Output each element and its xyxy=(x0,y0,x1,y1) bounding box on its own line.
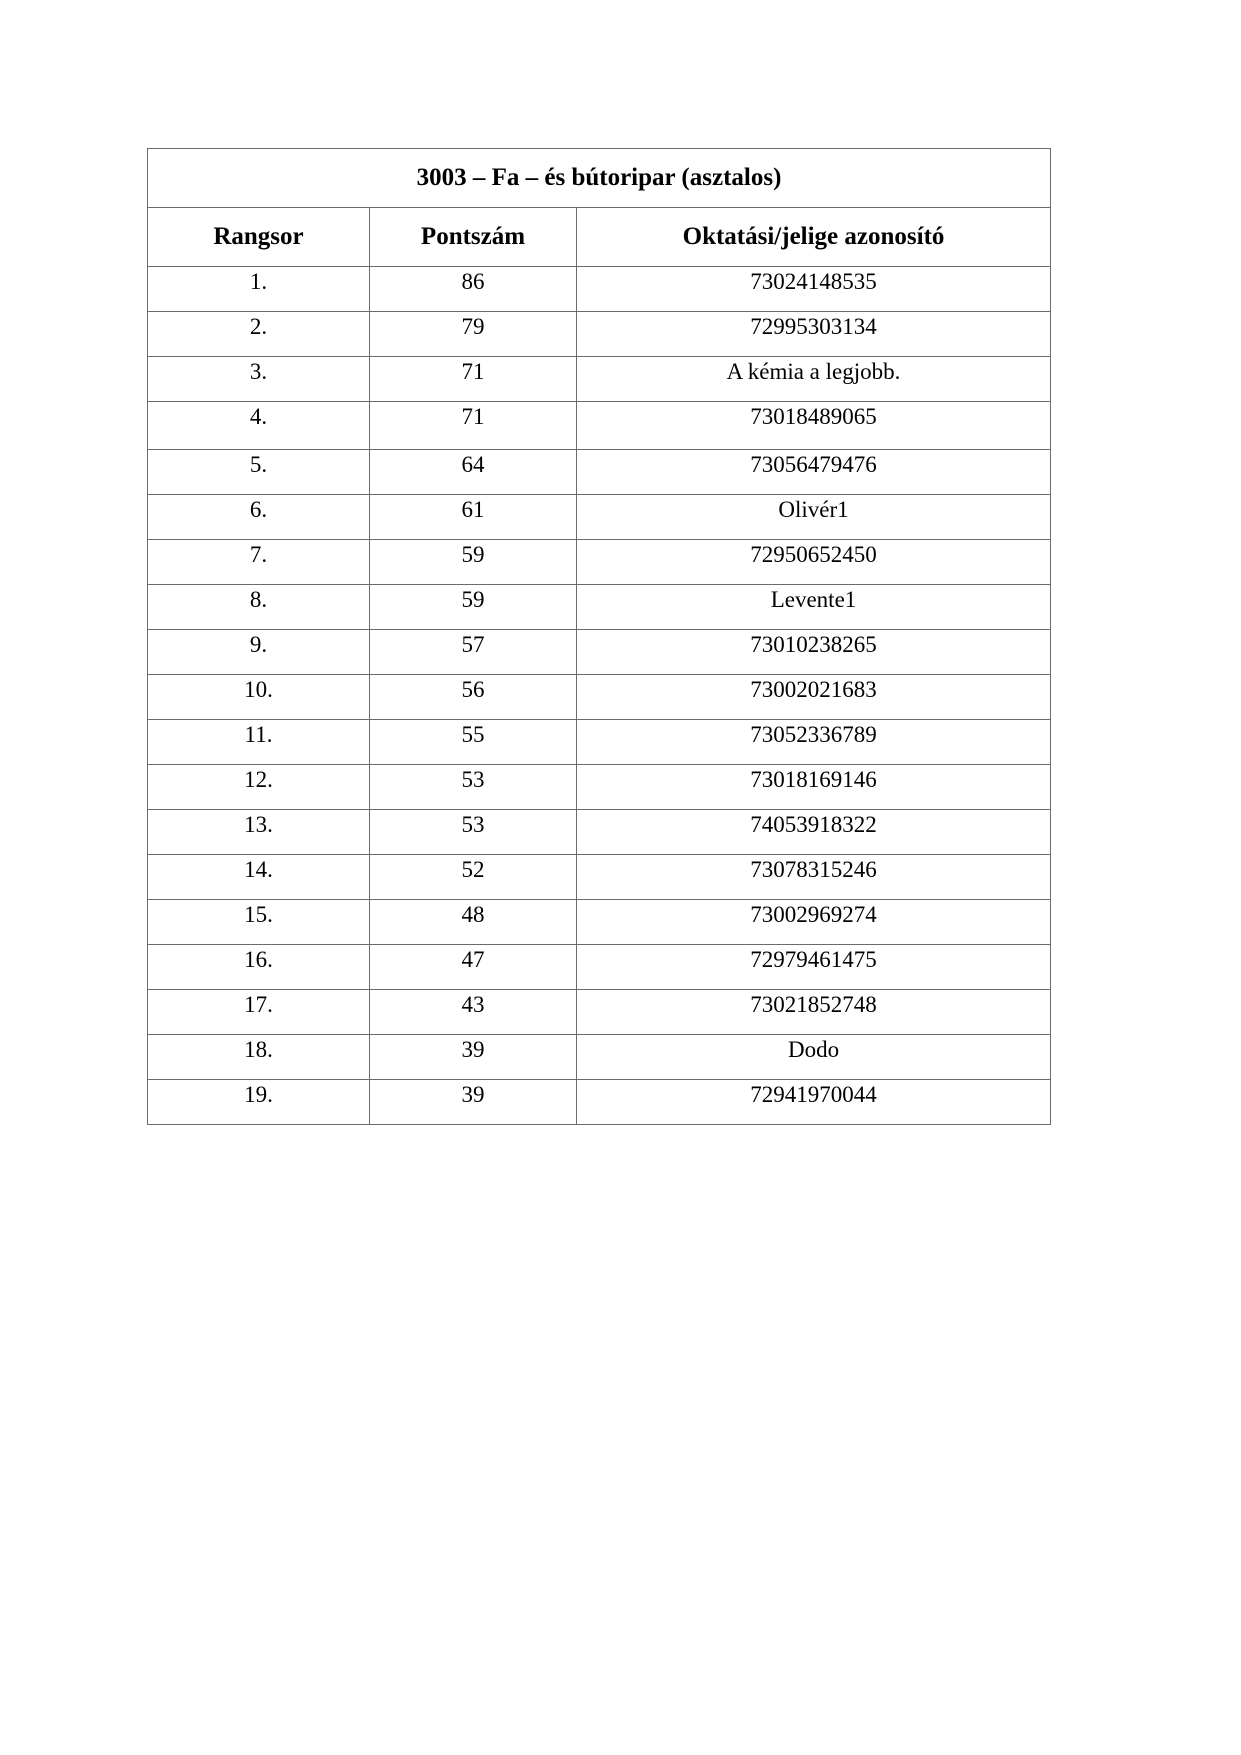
table-row xyxy=(148,810,1051,855)
table-row xyxy=(148,765,1051,810)
rank-cell: 18. xyxy=(148,1035,370,1080)
table-row xyxy=(148,495,1051,540)
ranking-table xyxy=(147,148,1051,1125)
identifier-cell: 72950652450 xyxy=(577,540,1051,585)
identifier-cell: 72979461475 xyxy=(577,945,1051,990)
identifier-cell: 72995303134 xyxy=(577,312,1051,357)
rank-cell: 15. xyxy=(148,900,370,945)
score-cell: 71 xyxy=(370,357,577,402)
score-cell: 55 xyxy=(370,720,577,765)
score-cell: 52 xyxy=(370,855,577,900)
rank-cell: 17. xyxy=(148,990,370,1035)
identifier-cell: 73010238265 xyxy=(577,630,1051,675)
rank-cell: 11. xyxy=(148,720,370,765)
table-row xyxy=(148,720,1051,765)
score-cell: 59 xyxy=(370,540,577,585)
rank-cell: 13. xyxy=(148,810,370,855)
identifier-cell: 73052336789 xyxy=(577,720,1051,765)
rank-cell: 9. xyxy=(148,630,370,675)
rank-cell: 6. xyxy=(148,495,370,540)
rank-cell: 19. xyxy=(148,1080,370,1125)
column-header-score: Pontszám xyxy=(370,208,577,267)
table-row xyxy=(148,1035,1051,1080)
identifier-cell: 73078315246 xyxy=(577,855,1051,900)
score-cell: 59 xyxy=(370,585,577,630)
rank-cell: 2. xyxy=(148,312,370,357)
identifier-cell: 73018489065 xyxy=(577,402,1051,450)
identifier-cell: 73002021683 xyxy=(577,675,1051,720)
table-row xyxy=(148,1080,1051,1125)
table-header-row xyxy=(148,208,1051,267)
rank-cell: 16. xyxy=(148,945,370,990)
table-title-row xyxy=(148,149,1051,208)
score-cell: 61 xyxy=(370,495,577,540)
identifier-cell: Dodo xyxy=(577,1035,1051,1080)
table-row xyxy=(148,675,1051,720)
identifier-cell: 74053918322 xyxy=(577,810,1051,855)
score-cell: 71 xyxy=(370,402,577,450)
identifier-cell: 73021852748 xyxy=(577,990,1051,1035)
identifier-cell: A kémia a legjobb. xyxy=(577,357,1051,402)
score-cell: 57 xyxy=(370,630,577,675)
rank-cell: 10. xyxy=(148,675,370,720)
table-row xyxy=(148,357,1051,402)
score-cell: 53 xyxy=(370,765,577,810)
table-row xyxy=(148,585,1051,630)
table-row xyxy=(148,990,1051,1035)
identifier-cell: Olivér1 xyxy=(577,495,1051,540)
table-row xyxy=(148,900,1051,945)
score-cell: 53 xyxy=(370,810,577,855)
score-cell: 56 xyxy=(370,675,577,720)
table-row xyxy=(148,630,1051,675)
rank-cell: 8. xyxy=(148,585,370,630)
score-cell: 47 xyxy=(370,945,577,990)
table-row xyxy=(148,267,1051,312)
identifier-cell: 73002969274 xyxy=(577,900,1051,945)
rank-cell: 3. xyxy=(148,357,370,402)
score-cell: 64 xyxy=(370,450,577,495)
rank-cell: 4. xyxy=(148,402,370,450)
column-header-rank: Rangsor xyxy=(148,208,370,267)
identifier-cell: 73056479476 xyxy=(577,450,1051,495)
score-cell: 48 xyxy=(370,900,577,945)
table-row xyxy=(148,945,1051,990)
score-cell: 39 xyxy=(370,1080,577,1125)
score-cell: 43 xyxy=(370,990,577,1035)
rank-cell: 14. xyxy=(148,855,370,900)
score-cell: 86 xyxy=(370,267,577,312)
identifier-cell: 73024148535 xyxy=(577,267,1051,312)
table-row xyxy=(148,450,1051,495)
table-row xyxy=(148,540,1051,585)
score-cell: 79 xyxy=(370,312,577,357)
rank-cell: 7. xyxy=(148,540,370,585)
identifier-cell: Levente1 xyxy=(577,585,1051,630)
table-row xyxy=(148,402,1051,450)
identifier-cell: 72941970044 xyxy=(577,1080,1051,1125)
table-title: 3003 – Fa – és bútoripar (asztalos) xyxy=(148,149,1051,208)
column-header-identifier: Oktatási/jelige azonosító xyxy=(577,208,1051,267)
table-row xyxy=(148,855,1051,900)
identifier-cell: 73018169146 xyxy=(577,765,1051,810)
score-cell: 39 xyxy=(370,1035,577,1080)
rank-cell: 1. xyxy=(148,267,370,312)
table-row xyxy=(148,312,1051,357)
rank-cell: 12. xyxy=(148,765,370,810)
rank-cell: 5. xyxy=(148,450,370,495)
